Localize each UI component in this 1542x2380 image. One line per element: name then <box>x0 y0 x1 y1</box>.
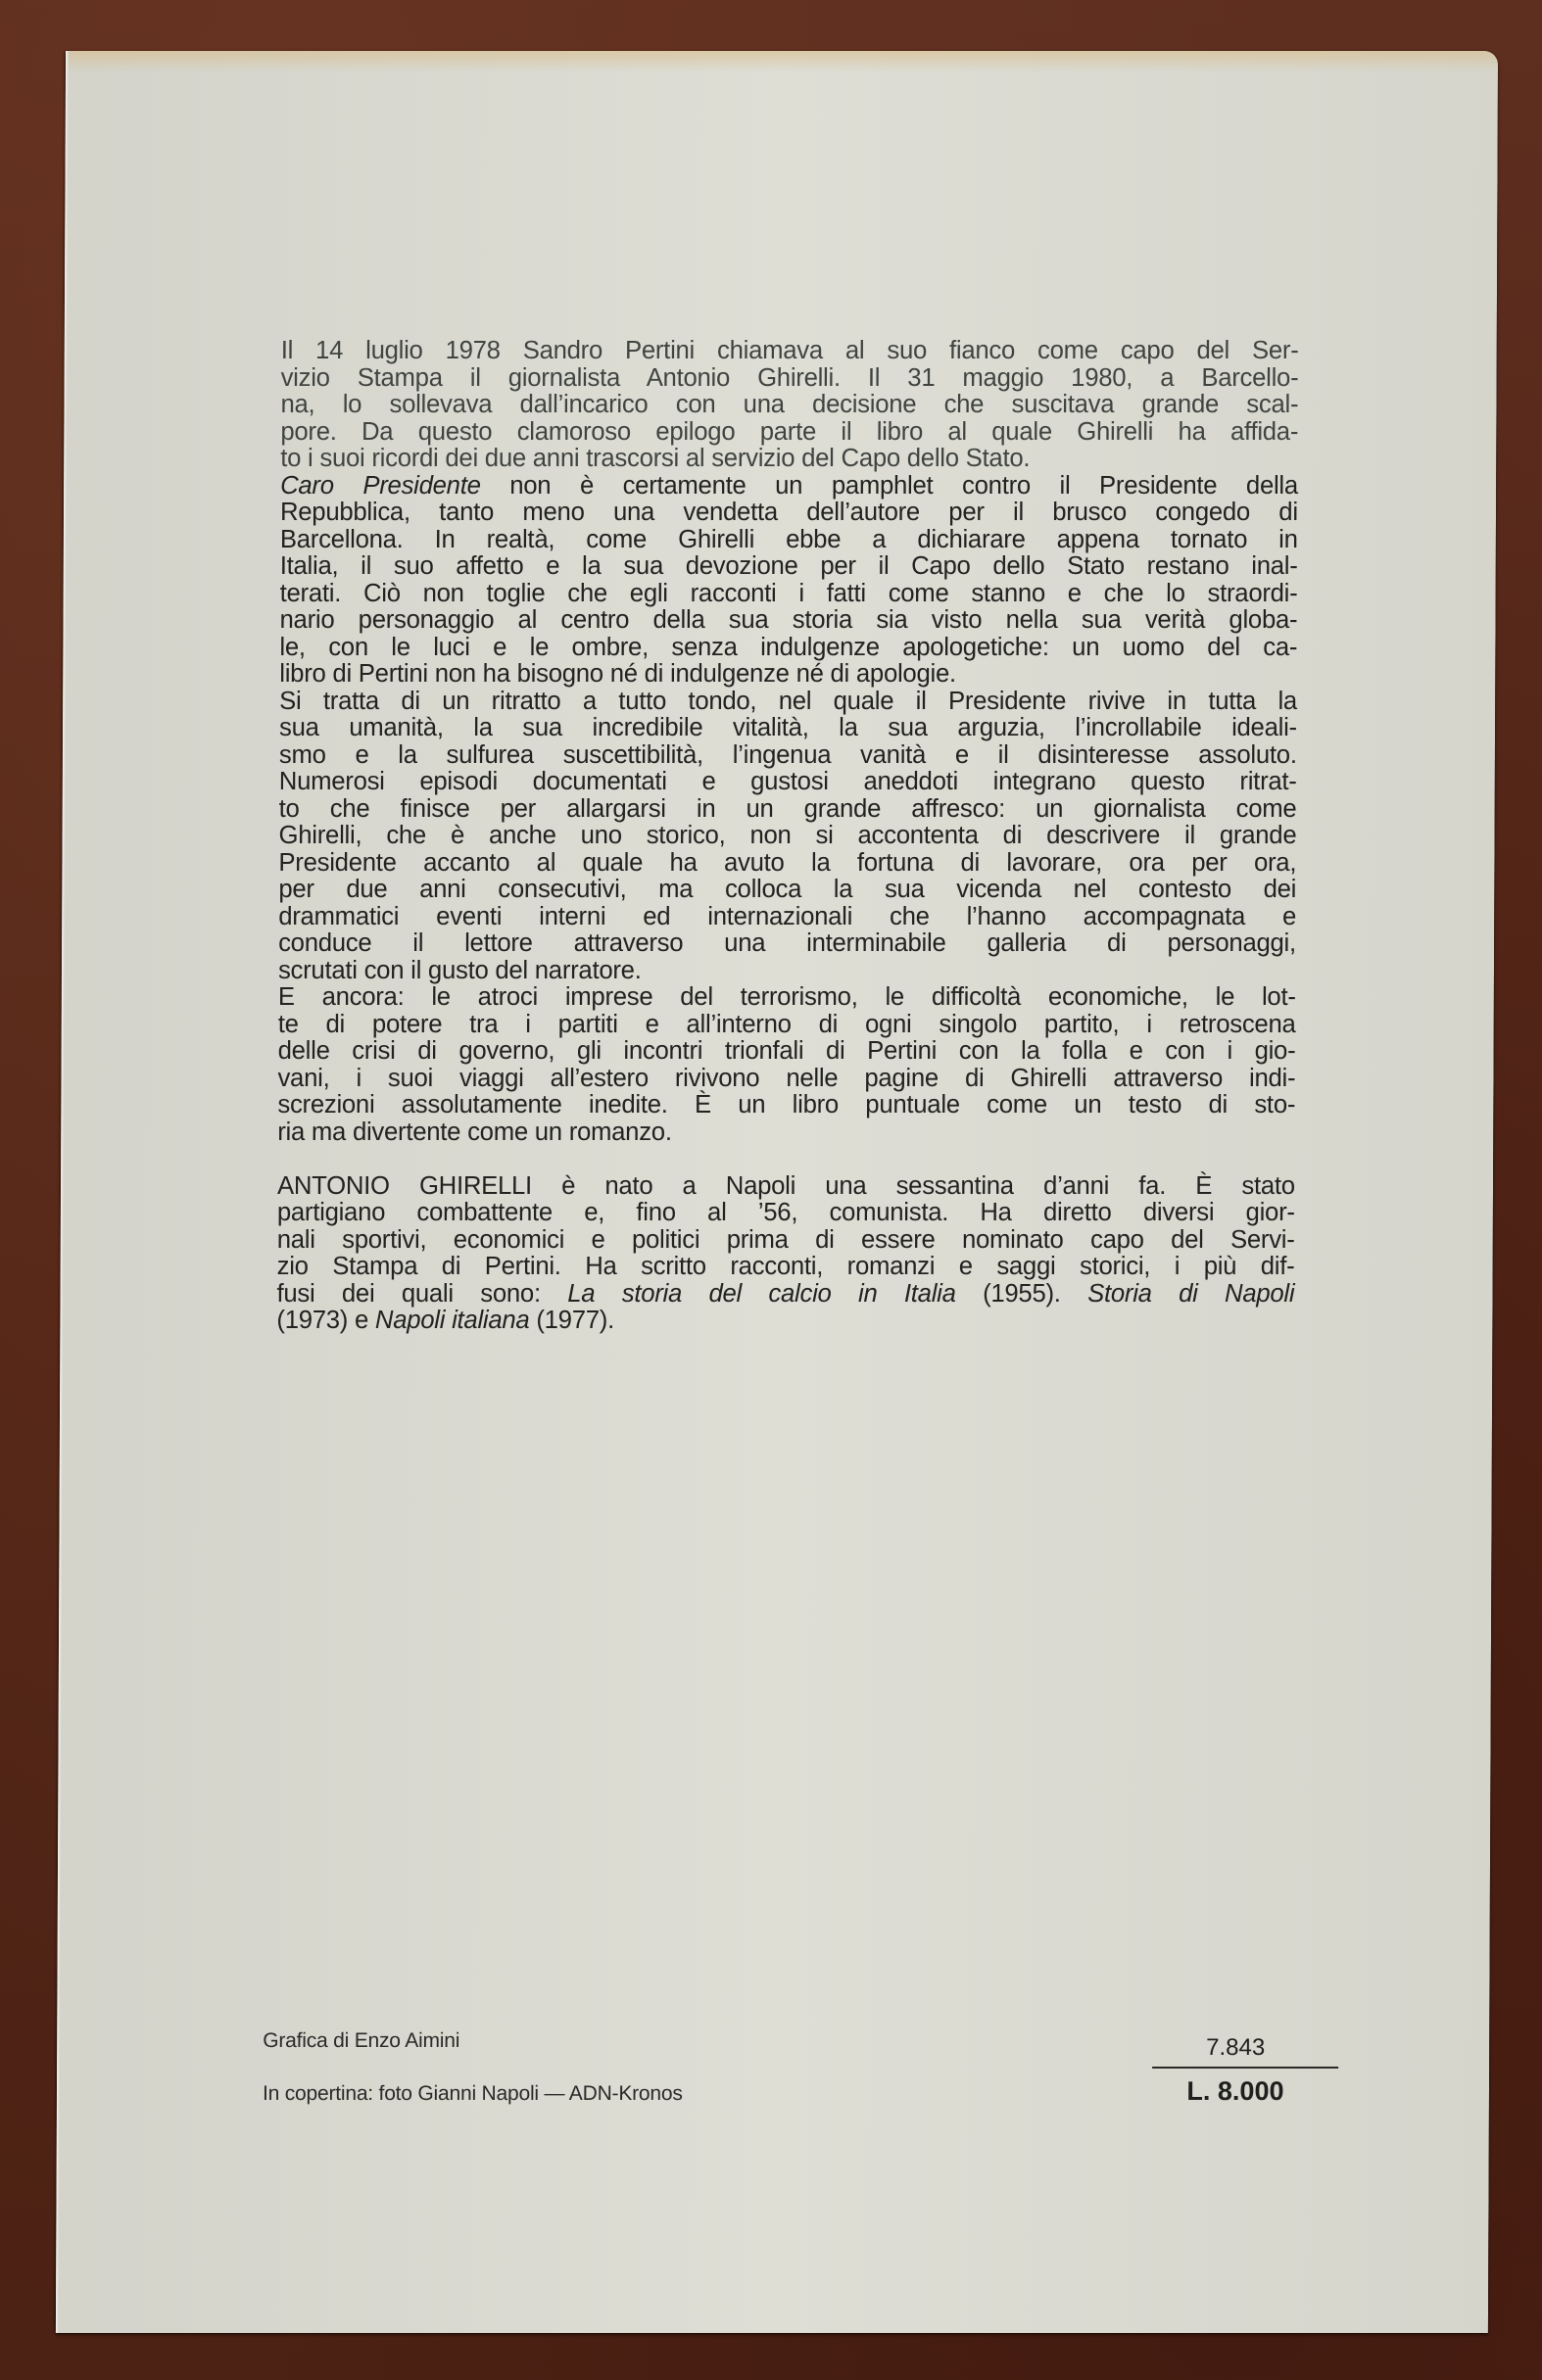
text-line: partigiano combattente e, fino al ’56, comunista. Ha diretto diversi gior- <box>276 1197 1295 1226</box>
book-title-italic: Caro Presidente <box>280 469 481 500</box>
text-fragment: non è certamente un pamphlet contro il Presidente della <box>480 469 1299 500</box>
text-line: na, lo sollevava dall’incarico con una decisione che suscitava grande scal- <box>280 389 1299 418</box>
author-bio <box>276 1169 1295 1334</box>
text-fragment: (1955). <box>955 1277 1088 1308</box>
text-line: smo e la sulfurea suscettibilità, l’ingenua vanità e il disinteresse assoluto. <box>278 738 1297 769</box>
text-line: sua umanità, la sua incredibile vitalità, la sua arguzia, l’incrollabile ideali- <box>279 712 1297 741</box>
book-back-cover <box>56 51 1498 2333</box>
text-line: pore. Da questo clamoroso epilogo parte il libro al quale Ghirelli ha affida- <box>280 415 1299 446</box>
text-line: vizio Stampa il giornalista Antonio Ghirelli. Il 31 maggio 1980, a Barcello- <box>280 361 1299 392</box>
blurb-paragraph-3 <box>277 685 1298 984</box>
text-line: Si tratta di un ritratto a tutto tondo, nel quale il Presidente rivive in tutta la <box>279 685 1298 715</box>
text-line: libro di Pertini non ha bisogno né di indulgenze né di apologie. <box>279 658 956 688</box>
text-fragment: (1973) e <box>276 1305 376 1334</box>
text-line: ria ma divertente come un romanzo. <box>277 1116 672 1146</box>
text-line: drammatici eventi interni ed internazionali che l’hanno accompagnata e <box>278 900 1297 930</box>
text-line <box>276 1277 1295 1308</box>
blurb-paragraph-1 <box>280 337 1298 472</box>
text-line: to i suoi ricordi dei due anni trascorsi al servizio del Capo dello Stato. <box>280 443 1031 472</box>
text-line: ANTONIO GHIRELLI è nato a Napoli una sessantina d’anni fa. È stato <box>276 1169 1295 1200</box>
price-divider <box>1152 2067 1338 2069</box>
text-line: scrutati con il gusto del narratore. <box>277 954 642 984</box>
text-line: E ancora: le atroci imprese del terrorismo, le difficoltà economiche, le lot- <box>277 981 1296 1011</box>
text-line: Numerosi episodi documentati e gustosi aneddoti integrano questo ritrat- <box>278 766 1297 795</box>
text-line: le, con le luci e le ombre, senza indulgenze apologetiche: un uomo del ca- <box>279 631 1298 661</box>
text-line: delle crisi di governo, gli incontri trionfali di Pertini con la folla e con i gio- <box>277 1035 1296 1065</box>
blurb-text <box>276 337 1298 1334</box>
text-line: Repubblica, tanto meno una vendetta dell’autore per il brusco congedo di <box>279 497 1298 526</box>
text-line: per due anni consecutivi, ma colloca la sua vicenda nel contesto dei <box>278 874 1297 903</box>
text-line <box>280 469 1299 500</box>
text-line: Italia, il suo affetto e la sua devozione per il Capo dello Stato restano inal- <box>279 550 1298 580</box>
text-line <box>276 1307 1294 1334</box>
text-line: vani, i suoi viaggi all’estero rivivono nelle pagine di Ghirelli attraverso indi- <box>277 1062 1296 1092</box>
text-line: nario personaggio al centro della sua storia sia visto nella sua verità globa- <box>279 604 1298 634</box>
cover-photo-credit: In copertina: foto Gianni Napoli — ADN-Kronos <box>262 2082 683 2105</box>
book-title-italic: Storia di Napoli <box>1087 1277 1295 1308</box>
blurb-paragraph-4 <box>277 983 1296 1145</box>
book-title-italic: Napoli italiana <box>374 1305 530 1334</box>
text-line: te di potere tra i partiti e all’interno di ogni singolo partito, i retroscena <box>277 1008 1296 1038</box>
text-line: nali sportivi, economici e politici prima di essere nominato capo del Servi- <box>276 1223 1295 1254</box>
text-line: Barcellona. In realtà, come Ghirelli ebbe a dichiarare appena tornato in <box>279 523 1298 553</box>
price-box <box>1152 2034 1338 2107</box>
text-line: screzioni assolutamente inedite. È un libro puntuale come un testo di sto- <box>277 1089 1296 1119</box>
text-line: Presidente accanto al quale ha avuto la fortuna di lavorare, ora per ora, <box>278 846 1297 877</box>
book-title-italic: La storia del calcio in Italia <box>567 1277 956 1308</box>
text-line: Ghirelli, che è anche uno storico, non si accontenta di descrivere il grande <box>278 820 1297 849</box>
text-line: Il 14 luglio 1978 Sandro Pertini chiamava al suo fianco come capo del Ser- <box>280 335 1299 364</box>
blurb-paragraph-2 <box>279 469 1299 688</box>
catalog-code: 7.843 <box>1206 2034 1266 2061</box>
text-line: zio Stampa di Pertini. Ha scritto racconti, romanzi e saggi storici, i più dif- <box>276 1251 1295 1280</box>
price-label: L. 8.000 <box>1186 2076 1284 2106</box>
graphics-credit: Grafica di Enzo Aimini <box>263 2029 460 2052</box>
cover-edge <box>56 51 69 2333</box>
text-fragment: fusi dei quali sono: <box>276 1277 568 1308</box>
text-line: to che finisce per allargarsi in un grande affresco: un giornalista come <box>278 792 1297 823</box>
text-fragment: (1977). <box>529 1305 615 1334</box>
text-line: terati. Ciò non toglie che egli racconti i fatti come stanno e che lo straordi- <box>279 577 1298 607</box>
text-line: conduce il lettore attraverso una interminabile galleria di personaggi, <box>278 928 1296 957</box>
